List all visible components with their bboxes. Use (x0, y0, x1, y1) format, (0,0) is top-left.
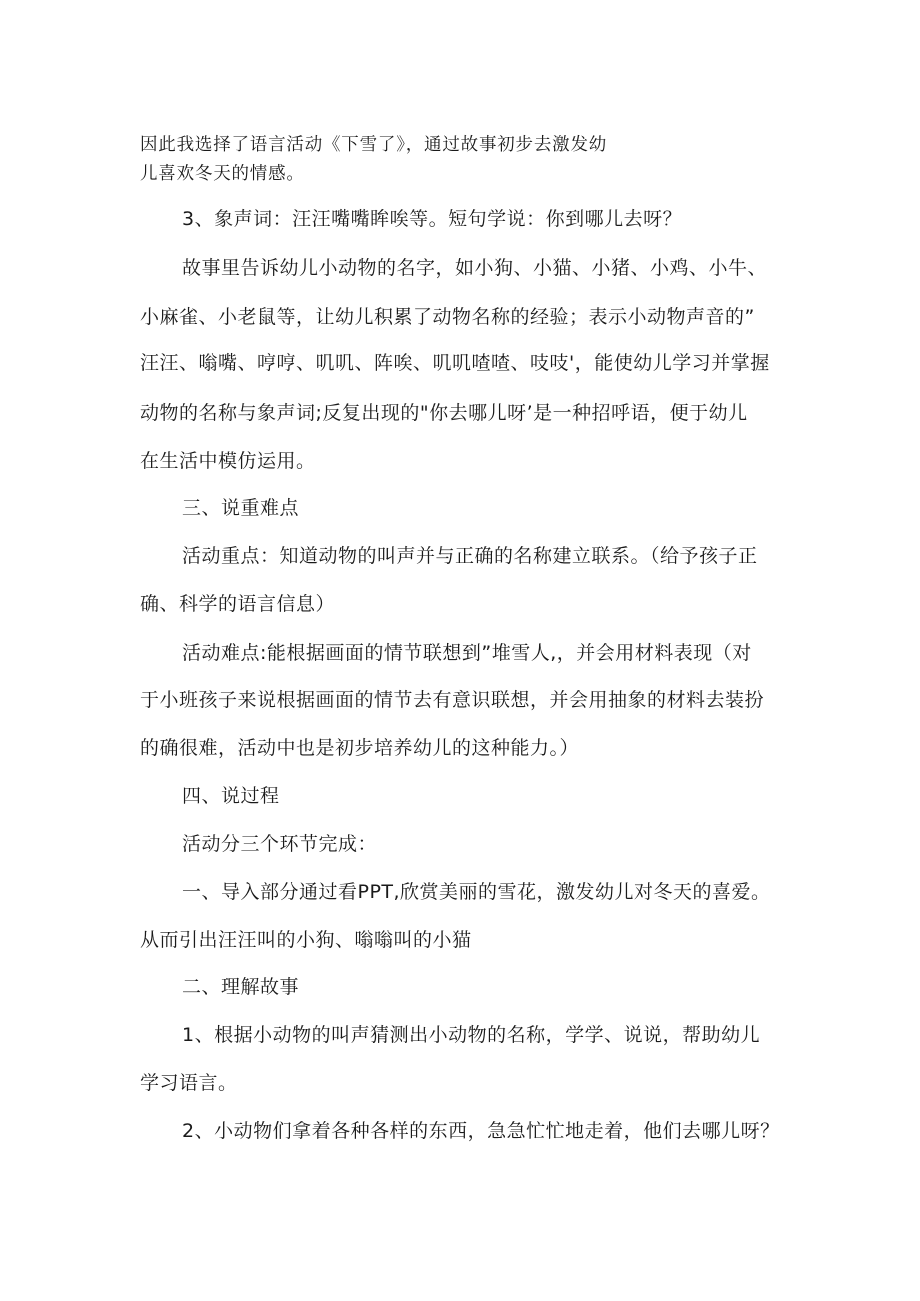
text-line: 3、象声词：汪汪嘴嘴眸唉等。短句学说：你到哪儿去呀？ (182, 208, 683, 230)
section-heading: 三、说重难点 (182, 497, 300, 519)
text-line: 学习语言。 (140, 1072, 238, 1094)
text-line: 活动重点：知道动物的叫声并与正确的名称建立联系。（给予孩子正 (182, 545, 758, 567)
text-line: 从而引出汪汪叫的小狗、嗡嗡叫的小猫 (140, 929, 472, 951)
text-line: 小麻雀、小老鼠等，让幼儿积累了动物名称的经验；表示小动物声音的” (140, 306, 755, 328)
text-line: 因此我选择了语言活动《下雪了》，通过故事初步去激发幼 (140, 135, 608, 155)
text-line: 于小班孩子来说根据画面的情节去有意识联想，并会用抽象的材料去装扮 (140, 689, 765, 711)
text-line: 活动难点:能根据画面的情节联想到”堆雪人,，并会用材料表现（对 (182, 642, 752, 664)
text-line: 的确很难，活动中也是初步培养幼儿的这种能力。） (140, 737, 580, 759)
text-line: 确、科学的语言信息） (140, 593, 336, 615)
text-line: 一、导入部分通过看PPT,欣赏美丽的雪花，激发幼儿对冬天的喜爱。 (182, 881, 771, 903)
text-line: 动物的名称与象声词;反复出现的"你去哪儿呀’是一种招呼语，便于幼儿 (140, 402, 748, 424)
text-line: 儿喜欢冬天的情感。 (140, 164, 305, 184)
section-heading: 二、理解故事 (182, 976, 300, 998)
text-line: 活动分三个环节完成： (182, 833, 378, 855)
text-line: 汪汪、嗡嘴、哼哼、叽叽、阵唉、叽叽喳喳、吱吱'，能使幼儿学习并掌握 (140, 352, 770, 374)
section-heading: 四、说过程 (182, 785, 280, 807)
text-line: 2、小动物们拿着各种各样的东西，急急忙忙地走着，他们去哪儿呀？ (182, 1120, 780, 1142)
text-line: 故事里告诉幼儿小动物的名字，如小狗、小猫、小猪、小鸡、小牛、 (182, 257, 768, 279)
text-line: 在生活中模仿运用。 (140, 450, 316, 472)
text-line: 1、根据小动物的叫声猜测出小动物的名称，学学、说说，帮助幼儿 (182, 1024, 761, 1046)
